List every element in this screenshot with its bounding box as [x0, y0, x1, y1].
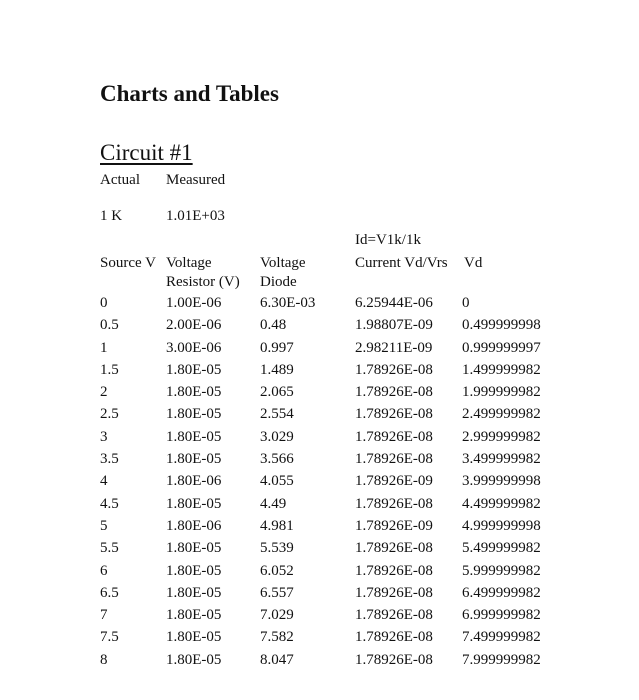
header-voltage-diode-line1: Voltage [260, 255, 306, 271]
voltage-diode-cell: 1.489 [260, 361, 294, 378]
voltage-diode-cell: 6.30E-03 [260, 295, 316, 311]
vd-cell: 2.999999982 [462, 428, 541, 445]
vd-cell: 7.999999982 [462, 651, 541, 668]
current-cell: 2.98211E-09 [355, 339, 433, 356]
voltage-diode-cell: 6.557 [260, 584, 294, 601]
actual-header: Actual [100, 172, 140, 188]
source-v-cell: 5 [100, 517, 108, 534]
voltage-resistor-cell: 1.80E-05 [166, 406, 222, 423]
voltage-resistor-cell: 1.00E-06 [166, 295, 222, 311]
source-v-cell: 7.5 [100, 629, 119, 646]
header-voltage-diode-line2: Diode [260, 274, 297, 290]
voltage-diode-cell: 2.554 [260, 406, 294, 423]
table-row [0, 583, 639, 605]
vd-cell: 2.499999982 [462, 406, 541, 423]
source-v-cell: 1.5 [100, 361, 119, 378]
table-row [0, 561, 639, 583]
voltage-diode-cell: 7.029 [260, 607, 294, 624]
source-v-cell: 6.5 [100, 584, 119, 601]
table-row [0, 494, 639, 516]
source-v-cell: 2.5 [100, 406, 119, 423]
vd-cell: 0 [462, 295, 470, 311]
vd-cell: 3.999999998 [462, 473, 541, 490]
voltage-diode-cell: 2.065 [260, 384, 294, 401]
current-cell: 1.78926E-08 [355, 629, 433, 646]
voltage-resistor-cell: 1.80E-05 [166, 384, 222, 401]
circuit-title: Circuit #1 [100, 140, 193, 165]
current-cell: 1.98807E-09 [355, 317, 433, 334]
voltage-resistor-cell: 1.80E-06 [166, 473, 222, 490]
table-row [0, 650, 639, 672]
voltage-resistor-cell: 1.80E-05 [166, 451, 222, 468]
vd-cell: 1.999999982 [462, 384, 541, 401]
voltage-diode-cell: 3.029 [260, 428, 294, 445]
current-cell: 1.78926E-09 [355, 473, 433, 490]
voltage-resistor-cell: 1.80E-05 [166, 651, 222, 668]
header-source-v: Source V [100, 255, 156, 271]
voltage-resistor-cell: 1.80E-05 [166, 361, 222, 378]
header-vd: Vd [464, 255, 483, 271]
source-v-cell: 4.5 [100, 495, 119, 512]
voltage-resistor-cell: 1.80E-06 [166, 517, 222, 534]
source-v-cell: 5.5 [100, 540, 119, 557]
vd-cell: 4.999999998 [462, 517, 541, 534]
source-v-cell: 1 [100, 339, 108, 356]
current-cell: 1.78926E-08 [355, 540, 433, 557]
source-v-cell: 8 [100, 651, 108, 668]
table-row [0, 360, 639, 382]
data-table [0, 293, 639, 672]
table-row [0, 449, 639, 471]
voltage-resistor-cell: 1.80E-05 [166, 495, 222, 512]
current-cell: 1.78926E-08 [355, 428, 433, 445]
voltage-diode-cell: 8.047 [260, 651, 294, 668]
header-current: Current Vd/Vrs [355, 255, 448, 271]
voltage-diode-cell: 6.052 [260, 562, 294, 579]
voltage-diode-cell: 0.997 [260, 339, 294, 356]
actual-value: 1 K [100, 208, 123, 224]
voltage-diode-cell: 4.981 [260, 517, 294, 534]
vd-cell: 6.999999982 [462, 607, 541, 624]
table-row [0, 516, 639, 538]
table-row [0, 427, 639, 449]
vd-cell: 6.499999982 [462, 584, 541, 601]
voltage-resistor-cell: 1.80E-05 [166, 629, 222, 646]
table-row [0, 538, 639, 560]
voltage-resistor-cell: 1.80E-05 [166, 584, 222, 601]
current-cell: 1.78926E-08 [355, 406, 433, 423]
vd-cell: 5.499999982 [462, 540, 541, 557]
header-voltage-resistor-line2: Resistor (V) [166, 274, 240, 290]
current-cell: 1.78926E-09 [355, 517, 433, 534]
voltage-resistor-cell: 1.80E-05 [166, 607, 222, 624]
vd-cell: 0.999999997 [462, 339, 541, 356]
source-v-cell: 7 [100, 607, 108, 624]
current-cell: 1.78926E-08 [355, 607, 433, 624]
vd-cell: 7.499999982 [462, 629, 541, 646]
voltage-resistor-cell: 1.80E-05 [166, 540, 222, 557]
source-v-cell: 0.5 [100, 317, 119, 334]
voltage-diode-cell: 3.566 [260, 451, 294, 468]
voltage-resistor-cell: 1.80E-05 [166, 428, 222, 445]
source-v-cell: 3 [100, 428, 108, 445]
current-cell: 1.78926E-08 [355, 584, 433, 601]
current-cell: 1.78926E-08 [355, 451, 433, 468]
voltage-diode-cell: 4.055 [260, 473, 294, 490]
voltage-diode-cell: 0.48 [260, 317, 287, 334]
current-cell: 1.78926E-08 [355, 495, 433, 512]
vd-cell: 3.499999982 [462, 451, 541, 468]
voltage-resistor-cell: 1.80E-05 [166, 562, 222, 579]
voltage-diode-cell: 7.582 [260, 629, 294, 646]
source-v-cell: 6 [100, 562, 108, 579]
table-row [0, 404, 639, 426]
table-row [0, 605, 639, 627]
table-row [0, 338, 639, 360]
measured-header: Measured [166, 172, 226, 188]
vd-cell: 1.499999982 [462, 361, 541, 378]
source-v-cell: 3.5 [100, 451, 119, 468]
voltage-resistor-cell: 2.00E-06 [166, 317, 222, 334]
source-v-cell: 2 [100, 384, 108, 401]
voltage-diode-cell: 4.49 [260, 495, 287, 512]
table-row [0, 293, 639, 315]
table-row [0, 382, 639, 404]
vd-cell: 0.499999998 [462, 317, 541, 334]
current-formula: Id=V1k/1k [355, 232, 421, 248]
current-cell: 1.78926E-08 [355, 384, 433, 401]
vd-cell: 4.499999982 [462, 495, 541, 512]
current-cell: 1.78926E-08 [355, 562, 433, 579]
source-v-cell: 4 [100, 473, 108, 490]
vd-cell: 5.999999982 [462, 562, 541, 579]
current-cell: 6.25944E-06 [355, 295, 433, 311]
table-row [0, 627, 639, 649]
voltage-diode-cell: 5.539 [260, 540, 294, 557]
current-cell: 1.78926E-08 [355, 361, 433, 378]
header-voltage-resistor-line1: Voltage [166, 255, 212, 271]
measured-value: 1.01E+03 [166, 208, 225, 224]
current-cell: 1.78926E-08 [355, 651, 433, 668]
table-row [0, 315, 639, 337]
page-title: Charts and Tables [100, 81, 279, 106]
table-row [0, 471, 639, 493]
source-v-cell: 0 [100, 295, 108, 311]
voltage-resistor-cell: 3.00E-06 [166, 339, 222, 356]
